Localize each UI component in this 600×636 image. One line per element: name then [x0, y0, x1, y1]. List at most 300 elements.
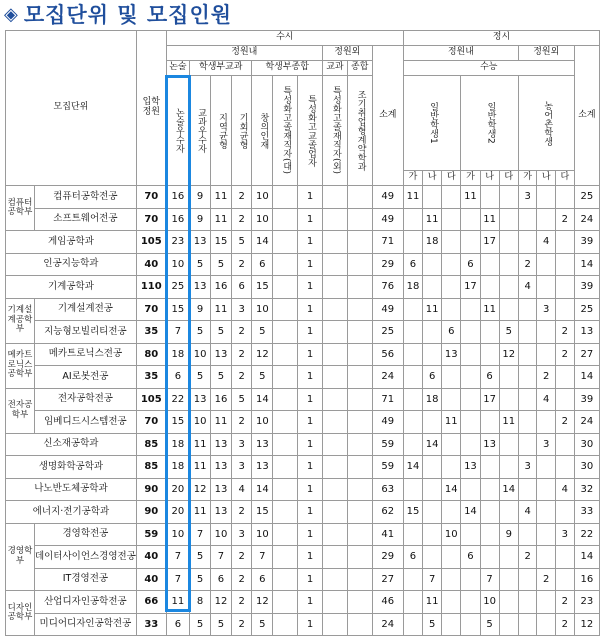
admission-table: [5, 30, 600, 636]
susi-cell: 1: [298, 298, 323, 321]
table-row: [6, 276, 600, 299]
susi-cell: [347, 546, 372, 569]
susi-cell: [347, 568, 372, 591]
quota-cell: 105: [136, 388, 166, 411]
susi-cell: 9: [190, 298, 211, 321]
nonsul-cell: 16: [166, 186, 189, 209]
susi-cell: 3: [231, 298, 252, 321]
jeongsi-cell: [499, 433, 518, 456]
table-row: [6, 298, 600, 321]
header-jeongsi-out: 정원외: [518, 46, 574, 61]
jeongsi-cell: [518, 231, 537, 254]
jeongsi-cell: [499, 456, 518, 479]
unit-name: 메카트로닉스전공: [34, 343, 136, 366]
susi-cell: [347, 186, 372, 209]
jeongsi-cell: [480, 343, 499, 366]
susi-cell: 2: [231, 546, 252, 569]
susi-cell: 15: [211, 231, 232, 254]
jeongsi-cell: [556, 366, 575, 389]
header-susi-col-label: 조기취업형계약학과: [355, 90, 366, 171]
susi-cell: 1: [298, 523, 323, 546]
jeongsi-cell: 7: [480, 568, 499, 591]
table-row: [6, 546, 600, 569]
susi-cell: 10: [211, 523, 232, 546]
jeongsi-cell: [518, 321, 537, 344]
susi-cell: 13: [211, 343, 232, 366]
jeongsi-subtotal: 16: [574, 568, 599, 591]
jeongsi-subtotal: 23: [574, 591, 599, 614]
susi-cell: 13: [252, 456, 273, 479]
susi-cell: [273, 253, 298, 276]
susi-cell: [273, 591, 298, 614]
header-gna-3: 가: [461, 171, 480, 186]
susi-cell: 5: [252, 321, 273, 344]
susi-cell: 14: [252, 231, 273, 254]
susi-cell: 1: [298, 433, 323, 456]
unit-name: IT경영전공: [34, 568, 136, 591]
susi-cell: 1: [298, 591, 323, 614]
jeongsi-cell: 14: [423, 433, 442, 456]
jeongsi-cell: 14: [499, 478, 518, 501]
susi-cell: 5: [211, 253, 232, 276]
jeongsi-cell: [480, 321, 499, 344]
jeongsi-cell: [461, 568, 480, 591]
unit-name: 경영학전공: [34, 523, 136, 546]
susi-cell: [322, 546, 347, 569]
quota-cell: 90: [136, 501, 166, 524]
header-susi-col-7: [322, 76, 347, 186]
table-row: [6, 591, 600, 614]
jeongsi-cell: [499, 568, 518, 591]
jeongsi-cell: [403, 343, 422, 366]
susi-cell: 5: [190, 613, 211, 636]
susi-cell: 10: [252, 411, 273, 434]
table-row: [6, 231, 600, 254]
jeongsi-cell: [537, 276, 556, 299]
susi-cell: [273, 523, 298, 546]
susi-cell: [273, 568, 298, 591]
unit-name: 생명화학공학과: [6, 456, 137, 479]
jeongsi-cell: 2: [556, 613, 575, 636]
jeongsi-cell: 14: [461, 501, 480, 524]
jeongsi-cell: [461, 591, 480, 614]
jeongsi-cell: 11: [423, 591, 442, 614]
jeongsi-cell: 3: [537, 298, 556, 321]
jeongsi-subtotal: 32: [574, 478, 599, 501]
jeongsi-cell: [442, 501, 461, 524]
jeongsi-cell: [556, 276, 575, 299]
jeongsi-cell: 5: [499, 321, 518, 344]
header-susi-col-8: [347, 76, 372, 186]
jeongsi-cell: [537, 321, 556, 344]
susi-cell: [273, 433, 298, 456]
header-susi-col-label: 기회균형: [237, 112, 248, 149]
unit-name: 인공지능학과: [6, 253, 137, 276]
jeongsi-cell: [556, 501, 575, 524]
jeongsi-cell: [499, 613, 518, 636]
jeongsi-cell: [518, 343, 537, 366]
jeongsi-cell: [518, 568, 537, 591]
header-unit: 모집단위: [6, 31, 137, 186]
jeongsi-cell: [423, 253, 442, 276]
jeongsi-cell: 11: [480, 208, 499, 231]
jeongsi-cell: 6: [461, 546, 480, 569]
susi-cell: 5: [190, 253, 211, 276]
quota-cell: 59: [136, 523, 166, 546]
table-row: [6, 321, 600, 344]
susi-cell: 12: [190, 478, 211, 501]
susi-subtotal: 71: [372, 388, 403, 411]
jeongsi-cell: [461, 208, 480, 231]
jeongsi-cell: [461, 433, 480, 456]
header-gyogwa: 교과: [322, 61, 347, 76]
susi-subtotal: 29: [372, 253, 403, 276]
susi-cell: 6: [211, 568, 232, 591]
jeongsi-subtotal: 39: [574, 276, 599, 299]
jeongsi-cell: [403, 433, 422, 456]
header-nonsul: 논술: [166, 61, 189, 76]
susi-cell: [322, 388, 347, 411]
quota-cell: 70: [136, 208, 166, 231]
header-jeongsi-col-label: 농어촌학생: [542, 100, 553, 146]
jeongsi-cell: [518, 613, 537, 636]
susi-cell: 5: [190, 546, 211, 569]
header-jeongsi-col-2: [518, 76, 574, 171]
susi-cell: 16: [211, 276, 232, 299]
susi-cell: 11: [211, 208, 232, 231]
unit-name: 전자공학전공: [34, 388, 136, 411]
jeongsi-cell: [442, 276, 461, 299]
susi-cell: [273, 613, 298, 636]
jeongsi-cell: [480, 478, 499, 501]
jeongsi-cell: [556, 546, 575, 569]
susi-cell: [273, 366, 298, 389]
susi-cell: [322, 568, 347, 591]
jeongsi-cell: 11: [480, 298, 499, 321]
nonsul-cell: 25: [166, 276, 189, 299]
nonsul-cell: 22: [166, 388, 189, 411]
quota-cell: 40: [136, 253, 166, 276]
jeongsi-cell: 5: [480, 613, 499, 636]
susi-cell: 1: [298, 208, 323, 231]
jeongsi-cell: [480, 253, 499, 276]
susi-cell: [322, 298, 347, 321]
susi-subtotal: 29: [372, 546, 403, 569]
jeongsi-cell: [499, 546, 518, 569]
header-suneung: 수능: [403, 61, 574, 76]
jeongsi-subtotal: 30: [574, 433, 599, 456]
jeongsi-cell: [442, 298, 461, 321]
susi-subtotal: 59: [372, 433, 403, 456]
jeongsi-cell: [518, 523, 537, 546]
nonsul-cell: 20: [166, 478, 189, 501]
jeongsi-subtotal: 25: [574, 298, 599, 321]
susi-cell: 12: [211, 591, 232, 614]
header-susi-col-label: 특성화고교졸업자: [306, 94, 316, 167]
susi-cell: 5: [190, 366, 211, 389]
jeongsi-cell: 11: [423, 208, 442, 231]
header-susi-col-label: 특성화고졸재직자(대): [281, 86, 292, 175]
jeongsi-subtotal: 12: [574, 613, 599, 636]
jeongsi-cell: 2: [556, 343, 575, 366]
jeongsi-cell: 6: [403, 253, 422, 276]
jeongsi-cell: [499, 366, 518, 389]
jeongsi-cell: [480, 546, 499, 569]
header-jeongsi-col-1: [461, 76, 518, 171]
jeongsi-cell: [461, 231, 480, 254]
susi-cell: 5: [231, 388, 252, 411]
susi-subtotal: 27: [372, 568, 403, 591]
quota-cell: 40: [136, 568, 166, 591]
nonsul-cell: 18: [166, 343, 189, 366]
jeongsi-cell: [537, 186, 556, 209]
table-row: [6, 411, 600, 434]
jeongsi-cell: 6: [480, 366, 499, 389]
jeongsi-cell: [442, 613, 461, 636]
susi-cell: 13: [211, 433, 232, 456]
nonsul-cell: 18: [166, 456, 189, 479]
jeongsi-cell: 18: [423, 231, 442, 254]
jeongsi-cell: 10: [442, 523, 461, 546]
header-susi-col-0: [166, 76, 189, 186]
unit-name: AI로봇전공: [34, 366, 136, 389]
jeongsi-cell: 11: [403, 186, 422, 209]
jeongsi-cell: [537, 523, 556, 546]
jeongsi-cell: 9: [499, 523, 518, 546]
susi-cell: 11: [211, 186, 232, 209]
susi-subtotal: 49: [372, 298, 403, 321]
table-row: [6, 613, 600, 636]
susi-cell: [322, 253, 347, 276]
susi-cell: 12: [252, 591, 273, 614]
susi-subtotal: 24: [372, 613, 403, 636]
jeongsi-cell: [403, 366, 422, 389]
susi-cell: 5: [211, 613, 232, 636]
jeongsi-cell: [403, 388, 422, 411]
jeongsi-cell: [423, 456, 442, 479]
jeongsi-cell: 17: [461, 276, 480, 299]
jeongsi-cell: [423, 186, 442, 209]
unit-name: 게임공학과: [6, 231, 137, 254]
susi-subtotal: 49: [372, 411, 403, 434]
jeongsi-cell: 14: [442, 478, 461, 501]
header-susi-col-4: [252, 76, 273, 186]
jeongsi-cell: [537, 613, 556, 636]
unit-name: 기계공학과: [6, 276, 137, 299]
nonsul-cell: 10: [166, 253, 189, 276]
susi-cell: 11: [211, 298, 232, 321]
susi-cell: [322, 433, 347, 456]
jeongsi-cell: [499, 591, 518, 614]
jeongsi-cell: [442, 231, 461, 254]
table-row: [6, 388, 600, 411]
jeongsi-cell: [556, 298, 575, 321]
page-title-text: 모집단위 및 모집인원: [23, 3, 233, 27]
nonsul-cell: 18: [166, 433, 189, 456]
header-jeongsi-col-0: [403, 76, 460, 171]
jeongsi-cell: 14: [403, 456, 422, 479]
susi-cell: 1: [298, 411, 323, 434]
quota-cell: 40: [136, 546, 166, 569]
susi-cell: [273, 546, 298, 569]
susi-cell: 2: [231, 343, 252, 366]
jeongsi-cell: 7: [423, 568, 442, 591]
unit-name: 기계설계전공: [34, 298, 136, 321]
jeongsi-cell: [480, 523, 499, 546]
header-jeongsi-in: 정원내: [403, 46, 518, 61]
unit-name: 에너지·전기공학과: [6, 501, 137, 524]
jeongsi-cell: 11: [423, 298, 442, 321]
unit-name: 데이터사이언스경영전공: [34, 546, 136, 569]
susi-cell: 5: [252, 366, 273, 389]
susi-cell: 6: [252, 568, 273, 591]
susi-cell: [273, 456, 298, 479]
jeongsi-cell: [442, 433, 461, 456]
header-jeongsi-subtotal: 소계: [574, 46, 599, 186]
header-susi-col-label: 논술우수자: [173, 108, 184, 153]
diamond-icon: ◈: [4, 3, 18, 25]
susi-cell: [347, 591, 372, 614]
susi-cell: 1: [298, 343, 323, 366]
unit-name: 지능형모빌리티전공: [34, 321, 136, 344]
jeongsi-subtotal: 27: [574, 343, 599, 366]
susi-cell: 12: [252, 343, 273, 366]
susi-cell: [273, 478, 298, 501]
susi-cell: [347, 613, 372, 636]
susi-cell: 13: [211, 456, 232, 479]
jeongsi-cell: [556, 186, 575, 209]
table-row: [6, 568, 600, 591]
susi-cell: [322, 321, 347, 344]
nonsul-cell: 11: [166, 591, 189, 614]
susi-cell: [322, 231, 347, 254]
jeongsi-subtotal: 33: [574, 501, 599, 524]
jeongsi-cell: [442, 456, 461, 479]
jeongsi-cell: [499, 298, 518, 321]
susi-subtotal: 25: [372, 321, 403, 344]
susi-subtotal: 41: [372, 523, 403, 546]
jeongsi-cell: [518, 433, 537, 456]
jeongsi-cell: [461, 321, 480, 344]
jeongsi-cell: 2: [556, 321, 575, 344]
jeongsi-cell: 17: [480, 388, 499, 411]
header-susi-col-3: [231, 76, 252, 186]
susi-cell: 6: [252, 253, 273, 276]
susi-cell: 5: [231, 231, 252, 254]
jeongsi-cell: 12: [499, 343, 518, 366]
susi-cell: [347, 456, 372, 479]
susi-cell: [322, 276, 347, 299]
jeongsi-subtotal: 14: [574, 253, 599, 276]
jeongsi-cell: 11: [442, 411, 461, 434]
jeongsi-cell: [442, 186, 461, 209]
susi-cell: [273, 298, 298, 321]
susi-cell: 14: [252, 478, 273, 501]
jeongsi-cell: [403, 613, 422, 636]
jeongsi-cell: 2: [518, 253, 537, 276]
group-cell: 컴퓨터공학부: [6, 186, 35, 231]
nonsul-cell: 15: [166, 298, 189, 321]
quota-cell: 70: [136, 186, 166, 209]
jeongsi-cell: [556, 568, 575, 591]
jeongsi-cell: [499, 208, 518, 231]
susi-cell: [322, 591, 347, 614]
susi-cell: 9: [190, 186, 211, 209]
jeongsi-cell: [480, 456, 499, 479]
susi-cell: [273, 208, 298, 231]
susi-cell: [322, 613, 347, 636]
group-cell: 디자인공학부: [6, 591, 35, 636]
header-susi-subtotal: 소계: [372, 46, 403, 186]
jeongsi-cell: [442, 366, 461, 389]
jeongsi-cell: [442, 208, 461, 231]
header-gna-8: 다: [556, 171, 575, 186]
jeongsi-cell: [499, 231, 518, 254]
jeongsi-cell: [537, 456, 556, 479]
group-cell: 전자공학부: [6, 388, 35, 433]
jeongsi-cell: [403, 478, 422, 501]
jeongsi-cell: [403, 591, 422, 614]
header-quota: 입학 정원: [136, 31, 166, 186]
header-gna-6: 가: [518, 171, 537, 186]
table-row: [6, 478, 600, 501]
jeongsi-cell: 6: [442, 321, 461, 344]
jeongsi-cell: [537, 501, 556, 524]
jeongsi-cell: [499, 501, 518, 524]
nonsul-cell: 7: [166, 568, 189, 591]
susi-cell: 13: [252, 433, 273, 456]
susi-cell: [322, 186, 347, 209]
susi-cell: [347, 208, 372, 231]
unit-name: 소프트웨어전공: [34, 208, 136, 231]
table-row: [6, 523, 600, 546]
jeongsi-subtotal: 30: [574, 456, 599, 479]
jeongsi-cell: [499, 253, 518, 276]
jeongsi-cell: 4: [518, 276, 537, 299]
nonsul-cell: 23: [166, 231, 189, 254]
group-cell: 기계설계공학부: [6, 298, 35, 343]
nonsul-cell: 20: [166, 501, 189, 524]
susi-cell: [347, 501, 372, 524]
susi-cell: 13: [211, 501, 232, 524]
quota-cell: 33: [136, 613, 166, 636]
group-cell: 메카트로닉스공학부: [6, 343, 35, 388]
susi-cell: [347, 433, 372, 456]
quota-cell: 105: [136, 231, 166, 254]
jeongsi-cell: [537, 591, 556, 614]
jeongsi-subtotal: 13: [574, 321, 599, 344]
jeongsi-cell: [423, 343, 442, 366]
susi-cell: [322, 478, 347, 501]
jeongsi-cell: 2: [518, 546, 537, 569]
table-row: [6, 456, 600, 479]
header-jonghap: 종합: [347, 61, 372, 76]
jeongsi-subtotal: 22: [574, 523, 599, 546]
nonsul-cell: 7: [166, 321, 189, 344]
susi-cell: [273, 186, 298, 209]
susi-subtotal: 62: [372, 501, 403, 524]
jeongsi-cell: [461, 523, 480, 546]
susi-subtotal: 46: [372, 591, 403, 614]
table-row: [6, 343, 600, 366]
susi-cell: 2: [231, 208, 252, 231]
quota-cell: 85: [136, 456, 166, 479]
susi-cell: [273, 343, 298, 366]
susi-cell: 5: [211, 366, 232, 389]
jeongsi-cell: [537, 411, 556, 434]
jeongsi-cell: [423, 411, 442, 434]
table-row: [6, 366, 600, 389]
